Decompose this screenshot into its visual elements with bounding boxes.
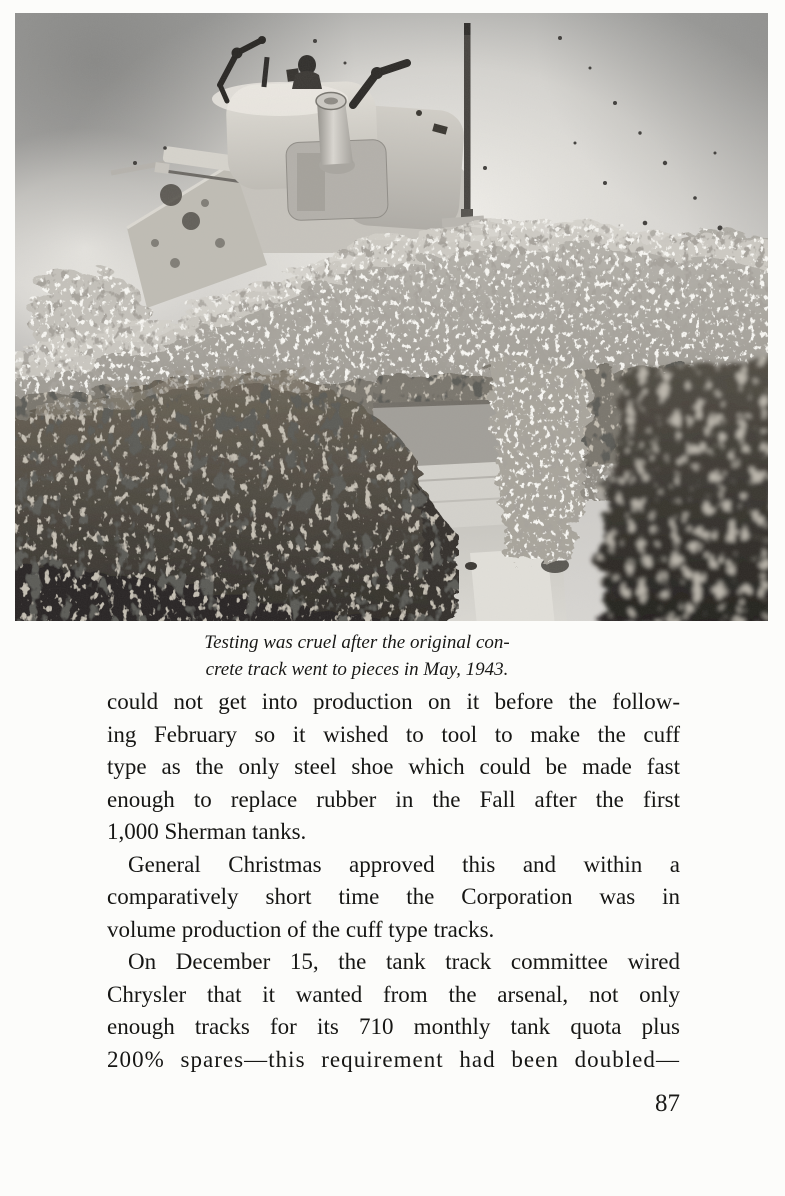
- photo-caption: [95, 629, 619, 683]
- body-text: [107, 686, 680, 1076]
- body-line: type as the only steel shoe which could be made fast: [107, 754, 680, 779]
- paragraph-1: [107, 686, 680, 849]
- caption-line-2: crete track went to pieces in May, 1943.: [205, 659, 509, 680]
- body-line: enough to replace rubber in the Fall after the first: [107, 786, 680, 812]
- body-line: Chrysler that it wanted from the arsenal, not only: [107, 981, 680, 1007]
- body-line: 1,000 Sherman tanks.: [107, 819, 307, 844]
- paragraph-3: [107, 946, 680, 1076]
- body-line: 200% spares—this requirement had been doubled—: [107, 1046, 680, 1072]
- body-line: General Christmas approved this and within a: [128, 851, 680, 877]
- body-line: volume production of the cuff type tracks.: [107, 916, 495, 942]
- caption-line-1: Testing was cruel after the original con-: [204, 632, 510, 653]
- tank-photo: [15, 13, 768, 621]
- paragraph-2: [107, 849, 680, 947]
- body-line: enough tracks for its 710 monthly tank quota plus: [107, 1014, 680, 1039]
- film-grain-overlay: [15, 13, 768, 621]
- tank-photo-illustration: [15, 13, 768, 621]
- body-line: could not get into production on it before the follow-: [107, 689, 680, 714]
- body-line: On December 15, the tank track committee wired: [128, 949, 680, 974]
- page-number: 87: [655, 1090, 680, 1117]
- body-line: comparatively short time the Corporation was in: [107, 884, 680, 909]
- body-line: ing February so it wished to tool to make the cuff: [107, 721, 680, 747]
